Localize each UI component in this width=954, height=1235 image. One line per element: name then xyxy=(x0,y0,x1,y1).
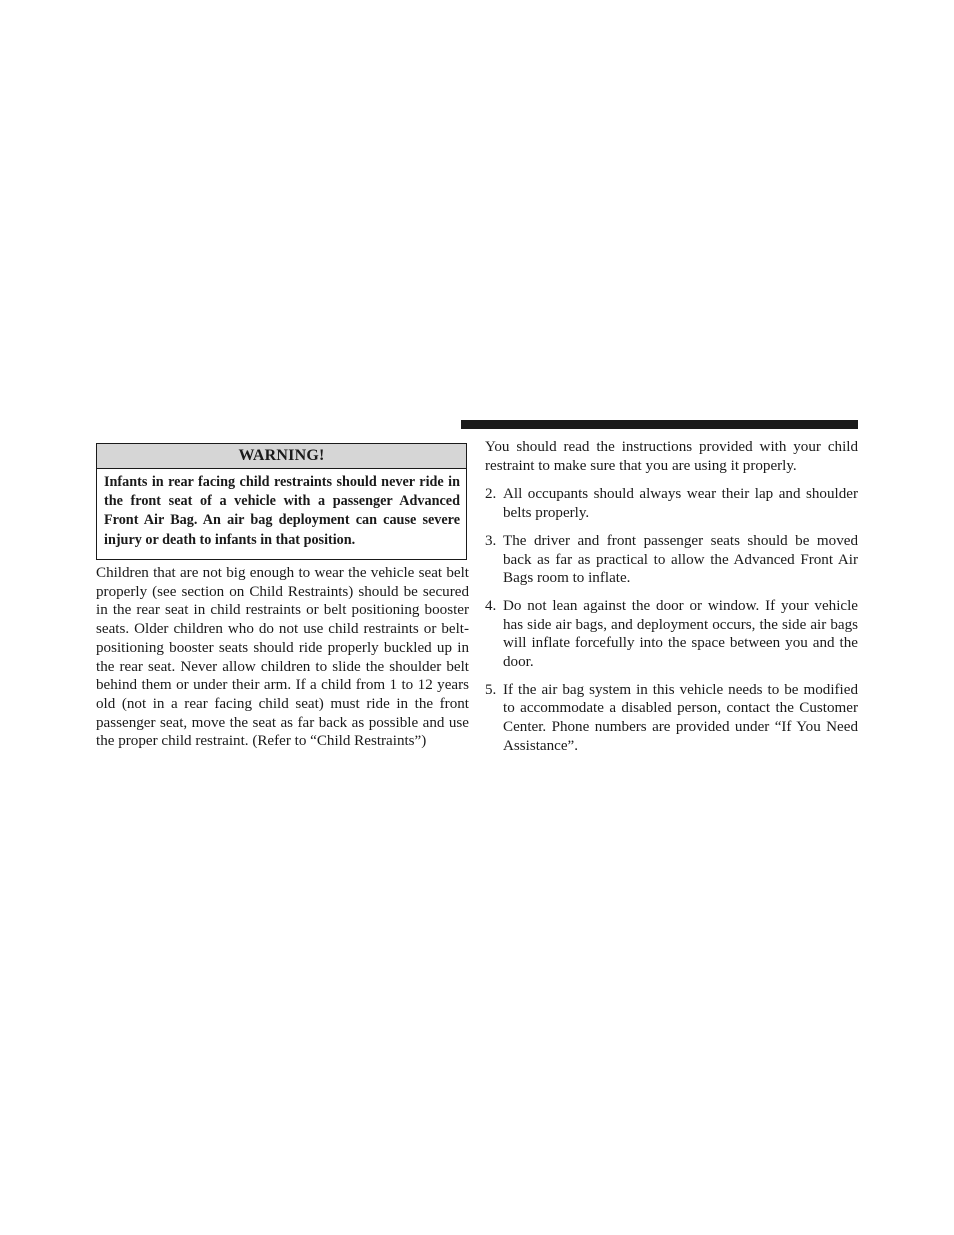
warning-title: WARNING! xyxy=(97,444,466,469)
warning-text: Infants in rear facing child restraints should never ride in the front seat of a vehicle with a passenger Advanced Front Air Bag. An air bag deployment can cause severe injury or death to infants in that position. xyxy=(104,474,460,548)
list-item xyxy=(485,597,858,672)
child-restraint-paragraph: Children that are not big enough to wear the vehicle seat belt properly (see section on Child Restraints) should be secured in the rear seat in child restraints or belt positioning booster seats. Older children who do not use child restraints or belt-positioning booster seats should ride properly buckled up in the rear seat. Never allow children to slide the shoulder belt behind them or under their arm. If a child from 1 to 12 years old (not in a rear facing child seat) must ride in the front passenger seat, move the seat as far back as possible and use the proper child restraint. (Refer to “Child Restraints”) xyxy=(96,565,469,750)
right-column xyxy=(485,438,858,765)
step-number: 3. xyxy=(485,532,497,549)
step-text: All occupants should always wear their lap and shoulder belts properly. xyxy=(503,486,858,522)
step-number: 4. xyxy=(485,597,497,614)
step-text: If the air bag system in this vehicle needs to be modified to accommodate a disabled person, contact the Customer Center. Phone numbers are provided under “If You Need Assistance”. xyxy=(503,681,858,754)
list-item xyxy=(485,681,858,756)
list-item xyxy=(485,485,858,522)
warning-box xyxy=(96,443,467,560)
step-number: 2. xyxy=(485,486,497,503)
step-number: 5. xyxy=(485,681,497,698)
step-text: Do not lean against the door or window. If your vehicle has side air bags, and deployment occurs, the side air bags will inflate forcefully into the space between you and the door. xyxy=(503,597,858,671)
list-item xyxy=(485,532,858,588)
step-text: The driver and front passenger seats should be moved back as far as practical to allow the Advanced Front Air Bags room to inflate. xyxy=(503,532,858,587)
safety-steps-list xyxy=(485,485,858,755)
instructions-paragraph: You should read the instructions provided with your child restraint to make sure that you are using it properly. xyxy=(485,439,858,474)
section-header-rule xyxy=(461,420,858,429)
